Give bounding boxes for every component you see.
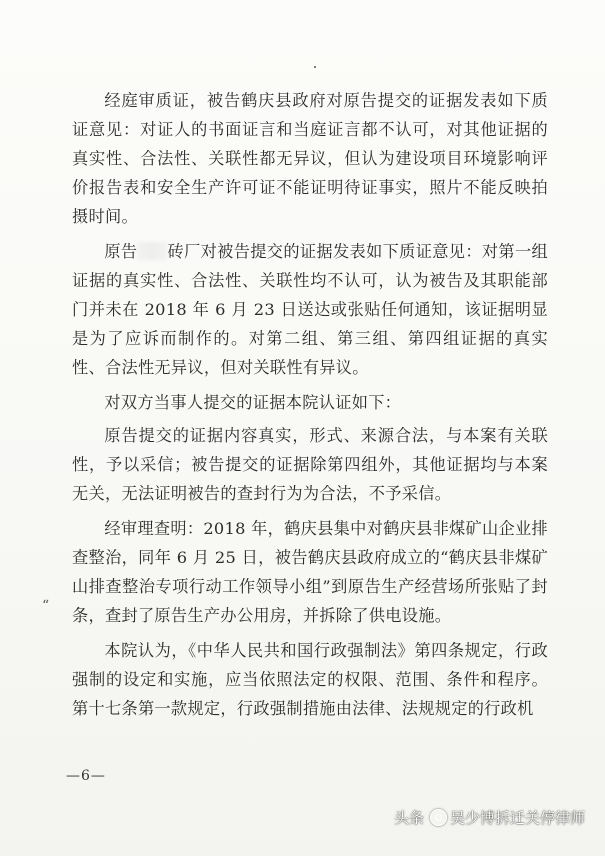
page-number: —6—: [66, 768, 106, 784]
margin-mark: “: [42, 598, 50, 614]
at-icon: [430, 809, 447, 826]
watermark-author: 吴少博拆迁关停律师: [449, 809, 585, 827]
paragraph-cross-exam-plaintiff: [72, 237, 548, 382]
document-body: [72, 86, 548, 729]
paragraph-cross-exam-defendant: 经庭审质证，被告鹤庆县政府对原告提交的证据发表如下质证意见：对证人的书面证言和当庭证言都不认可，对其他证据的真实性、合法性、关联性都无异议，但认为建设项目环境影响评价报告表和安全生产许可证不能证明待证事实，照片不能反映拍摄时间。: [72, 91, 548, 226]
plaintiff-prefix: 原告: [104, 242, 138, 261]
plaintiff-suffix: 砖厂对被告提交的证据发表如下质证意见：对第一组证据的真实性、合法性、关联性均不认可，认为被告及其职能部门并未在 2018 年 6 月 23 日送达或张贴任何通知，该证据明显是为了应诉而制作的。对第二组、第三组、第四组证据的真实性、合法性无异议，但对关联性有异议。: [72, 242, 548, 377]
scan-speck: [314, 66, 316, 68]
watermark: [394, 807, 585, 828]
paragraph-evidence-finding: 原告提交的证据内容真实，形式、来源合法，与本案有关联性，予以采信；被告提交的证据除第四组外，其他证据均与本案无关，无法证明被告的查封行为为合法，不予采信。: [72, 426, 548, 503]
paragraph-court-opinion: 本院认为，《中华人民共和国行政强制法》第四条规定，行政强制的设定和实施，应当依照法定的权限、范围、条件和程序。第十七条第一款规定，行政强制措施由法律、法规规定的行政机: [72, 641, 548, 718]
watermark-brand: 头条: [393, 809, 424, 827]
paragraph-court-finding-intro: 对双方当事人提交的证据本院认证如下：: [104, 393, 402, 412]
paragraph-facts: 经审理查明：2018 年，鹤庆县集中对鹤庆县非煤矿山企业排查整治，同年 6 月 25 日，被告鹤庆县政府成立的“鹤庆县非煤矿山排查整治专项行动工作领导小组”到原告生产经营场所张贴了封条，查封了原告生产办公用房，并拆除了供电设施。: [72, 519, 548, 625]
redacted-name: [137, 242, 167, 260]
